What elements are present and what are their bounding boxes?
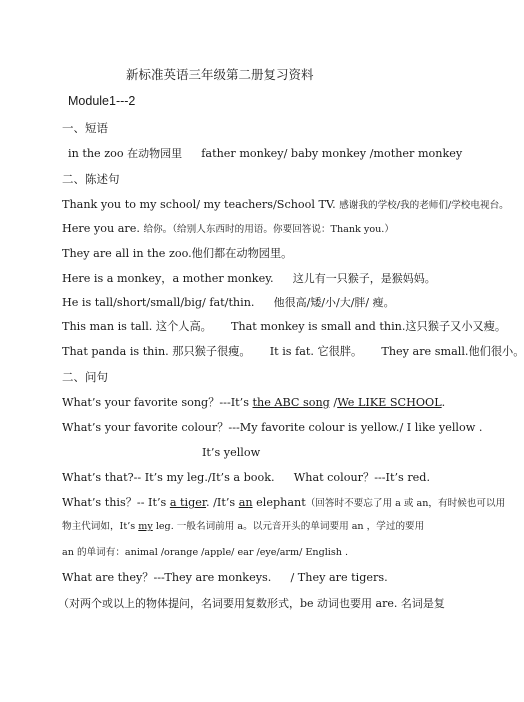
statement-1 xyxy=(62,198,509,213)
statement-4 xyxy=(62,272,436,286)
statement-6-b: That monkey is small and thin.这只猴子又小又瘦。 xyxy=(230,320,507,333)
statement-7-c: They are small.他们很小。 xyxy=(381,345,524,358)
statement-6-a: This man is tall. 这个人高。 xyxy=(62,320,212,333)
question-2-alt: It’s yellow xyxy=(202,446,261,459)
question-5 xyxy=(62,571,388,585)
question-1-answer-2: We LIKE SCHOOL xyxy=(337,396,442,409)
document-title: 新标准英语三年级第二册复习资料 xyxy=(126,67,314,82)
question-1-text: What’s your favorite song？---It’s xyxy=(62,396,253,409)
statement-5 xyxy=(62,296,395,310)
statement-5-en: He is tall/short/small/big/ fat/thin. xyxy=(62,296,255,309)
statement-4-cn: 这儿有一只猴子，是猴妈妈。 xyxy=(292,272,436,285)
question-4-sep: . /It’s xyxy=(206,496,239,509)
question-6-note: （对两个或以上的物体提问，名词要用复数形式，be 动词也要用 are. 名词是复 xyxy=(58,597,445,610)
question-1-answer-1: the ABC song xyxy=(252,396,330,409)
question-4-line-2-post: leg. 一般名词前用 a。以元音开头的单词要用 an ，学过的要用 xyxy=(152,521,425,532)
question-5-b: / They are tigers. xyxy=(290,571,388,584)
statement-7-a: That panda is thin. 那只猴子很瘦。 xyxy=(62,345,251,358)
question-1-end: . xyxy=(441,396,446,409)
statement-5-cn: 他很高/矮/小/大/胖/ 瘦。 xyxy=(273,296,395,309)
statement-7-b: It is fat. 它很胖。 xyxy=(269,345,363,358)
statement-2 xyxy=(62,222,394,237)
question-4 xyxy=(62,496,505,511)
question-4-article: an xyxy=(238,496,253,509)
question-4-line-2 xyxy=(62,520,424,534)
question-4-answer-1: a tiger xyxy=(169,496,207,509)
statement-1-cn: 感谢我的学校/我的老师们/学校电视台。 xyxy=(339,200,509,211)
question-2: What’s your favorite colour？---My favorite colour is yellow./ I like yellow . xyxy=(62,421,483,434)
question-4-noun: elephant xyxy=(252,496,306,509)
statement-4-en: Here is a monkey，a mother monkey. xyxy=(62,272,274,285)
statement-1-en: Thank you to my school/ my teachers/School TV. xyxy=(62,198,336,211)
question-4-note: （回答时不要忘了用 a 或 an，有时候也可以用 xyxy=(305,498,506,509)
phrase-zoo-en: in the zoo xyxy=(68,147,124,160)
statement-7 xyxy=(62,345,524,359)
statement-2-cn: 给你。（给别人东西时的用语。你要回答说：Thank you.） xyxy=(143,224,394,235)
question-3-a: What’s that?-- It’s my leg./It’s a book. xyxy=(62,471,275,484)
phrases-heading: 一、短语 xyxy=(62,121,108,135)
module-heading: Module1---2 xyxy=(68,94,136,108)
question-4-line-3: an 的单词有：animal /orange /apple/ ear /eye/arm/ English . xyxy=(62,547,349,558)
statement-6 xyxy=(62,320,506,334)
phrase-zoo-cn: 在动物园里 xyxy=(127,147,183,160)
phrase-monkeys: father monkey/ baby monkey /mother monkey xyxy=(201,147,463,160)
question-4-pronoun: my xyxy=(138,521,153,532)
question-4-text: What’s this？-- It’s xyxy=(62,496,170,509)
questions-heading: 二、问句 xyxy=(62,370,108,384)
question-5-a: What are they？---They are monkeys. xyxy=(62,571,272,584)
question-3 xyxy=(62,471,430,485)
statement-2-en: Here you are. xyxy=(62,222,140,235)
phrase-line xyxy=(68,147,462,161)
statements-heading: 二、陈述句 xyxy=(62,172,120,186)
question-3-b: What colour？---It’s red. xyxy=(293,471,431,484)
question-1-sep: / xyxy=(329,396,338,409)
question-4-line-2-pre: 物主代词如，It’s xyxy=(62,521,139,532)
question-1 xyxy=(62,396,445,410)
statement-3: They are all in the zoo.他们都在动物园里。 xyxy=(62,247,293,260)
